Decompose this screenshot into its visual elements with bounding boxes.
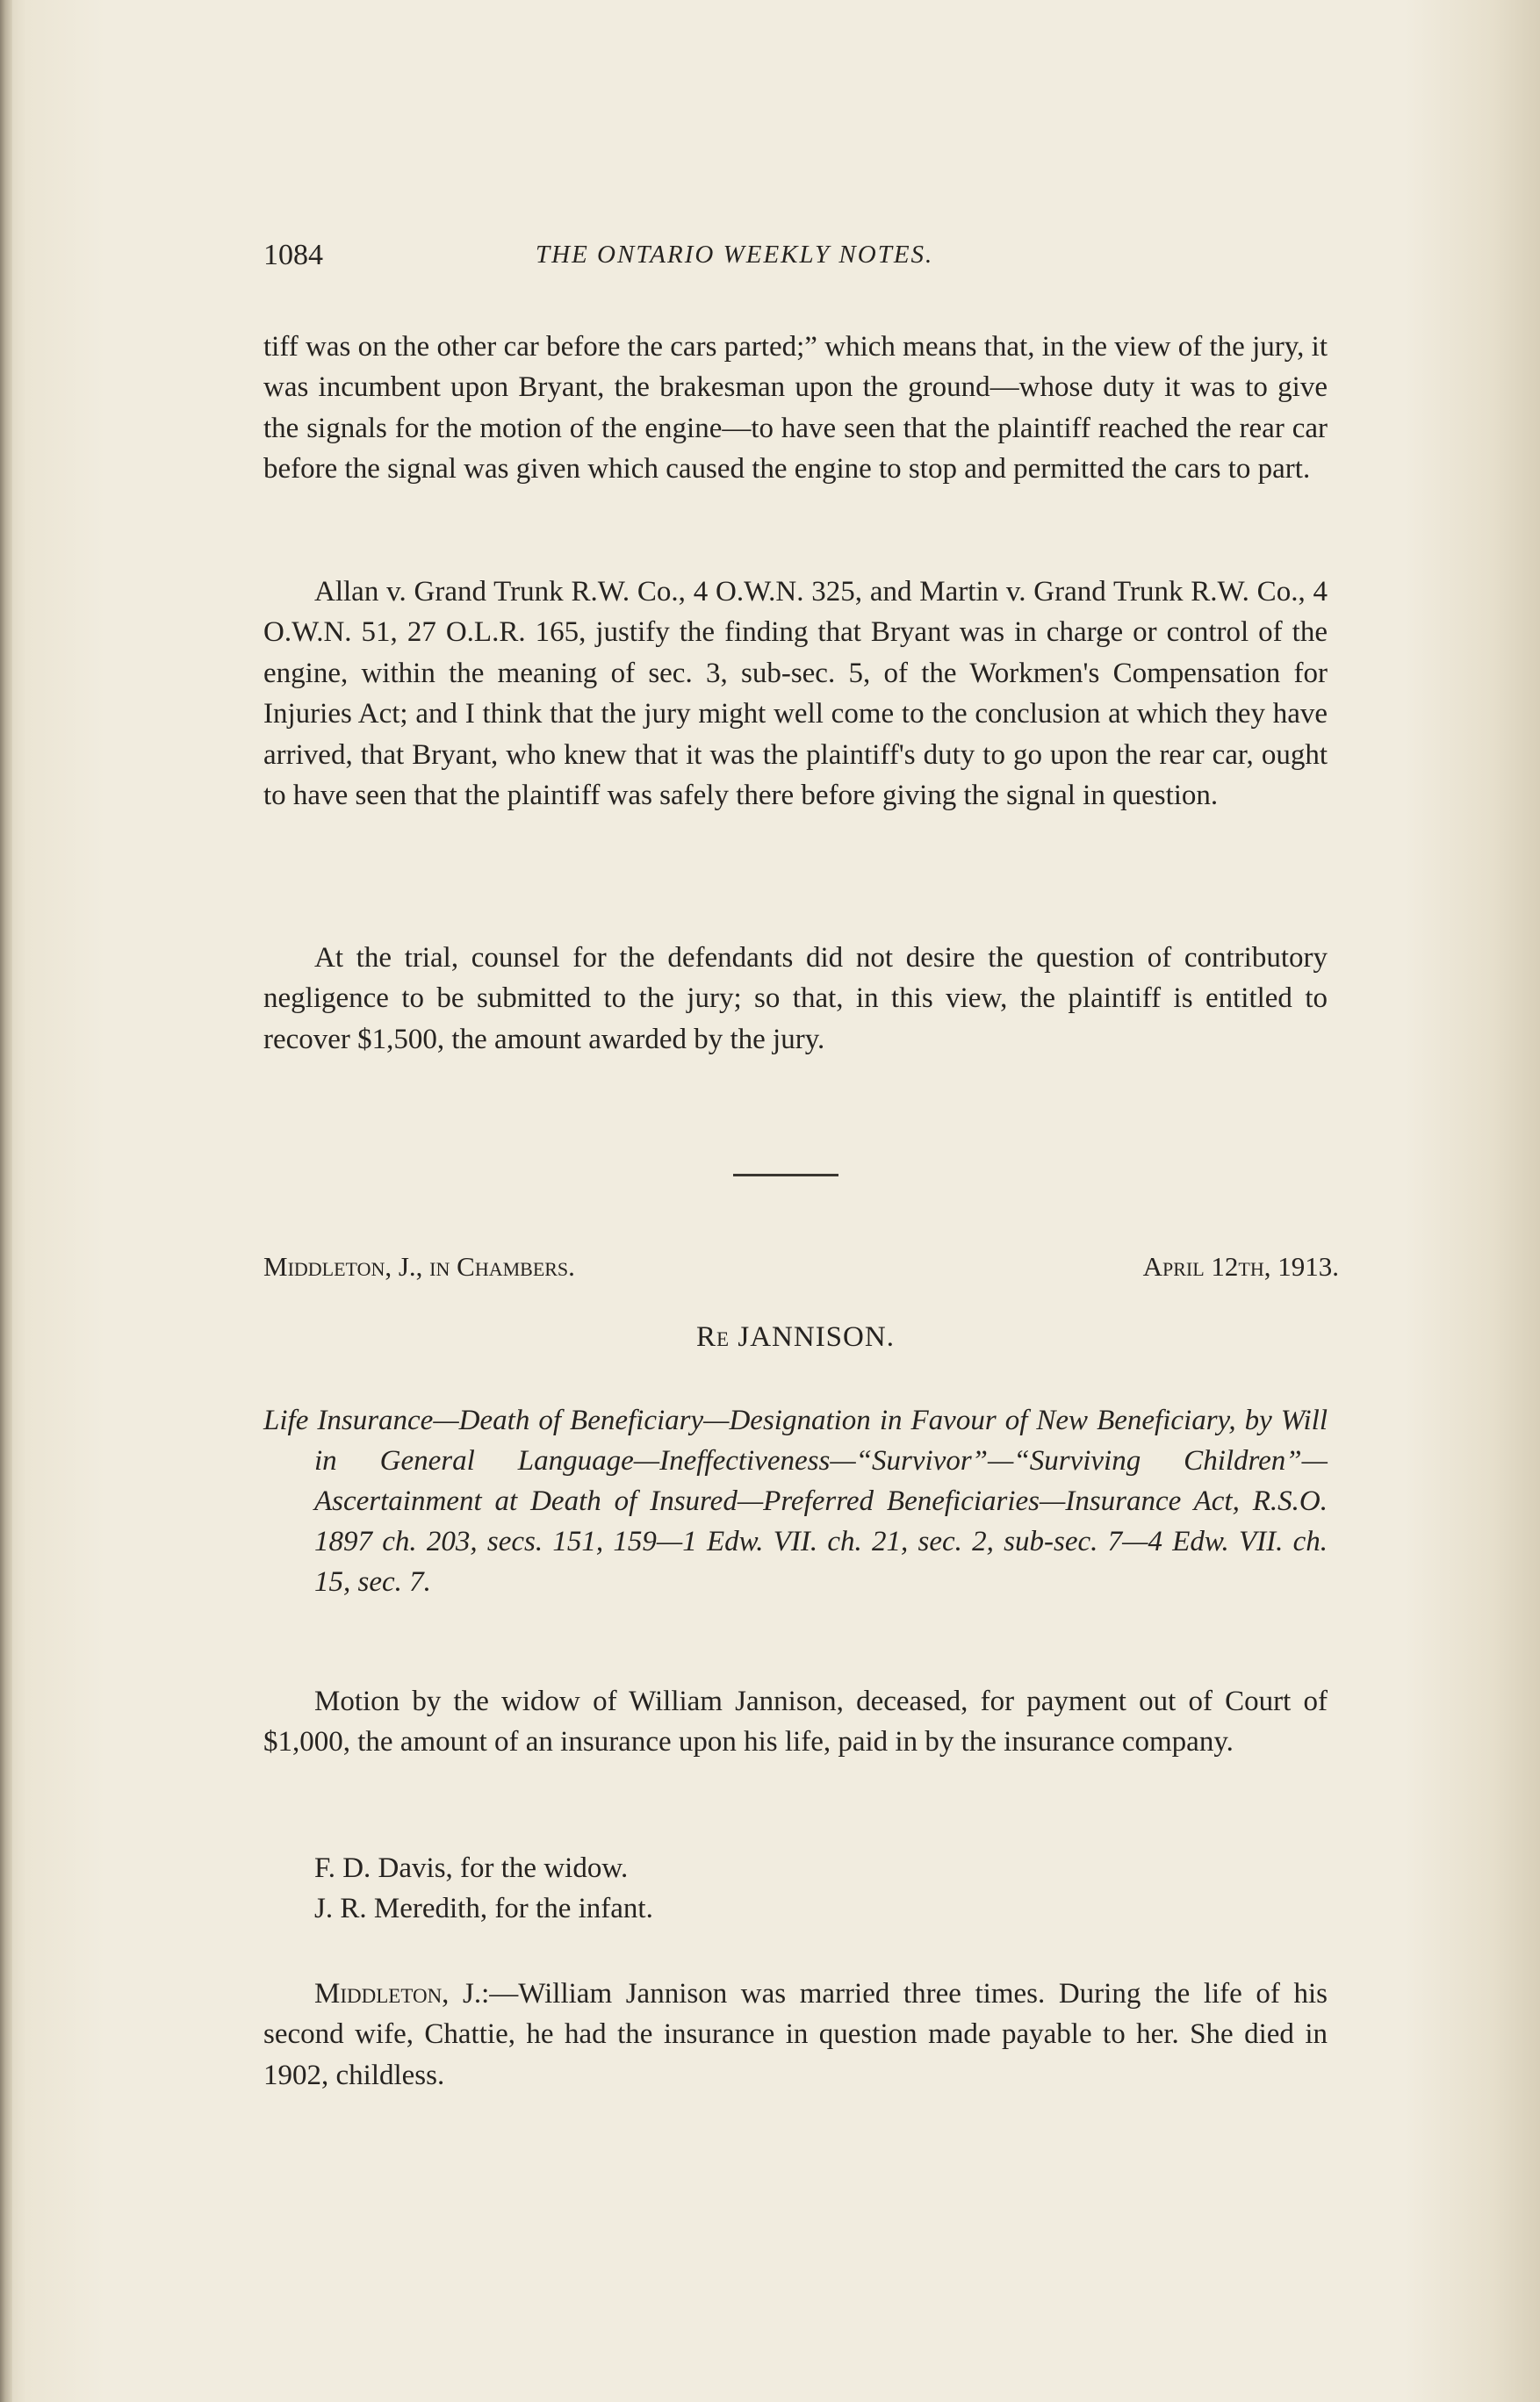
section-divider (733, 1174, 838, 1176)
judgment-judge-name: Middleton, J. (314, 1978, 482, 2010)
judgment-text: :—William Jannison was married three times. During the life of his second wife, Chattie, he had the insurance in question made payable to her. She died in 1902, childless. (263, 1978, 1328, 2091)
case-title-name: JANNISON. (738, 1321, 895, 1353)
page-header (263, 239, 1328, 283)
allan-paragraph-block (263, 572, 1328, 816)
continuation-paragraph: tiff was on the other car before the cars parted;” which means that, in the view of the jury, it was incumbent upon Bryant, the brakesman upon the ground—whose duty it was to give the signals for the motion of the engine—to have seen that the plaintiff reached the rear car before the signal was given which caused the engine to stop and permitted the cars to part. (263, 331, 1328, 485)
counsel-widow: F. D. Davis, for the widow. (314, 1852, 629, 1884)
judgment-paragraph-block (263, 1974, 1328, 2096)
continuation-paragraph-block (263, 327, 1328, 490)
page-number: 1084 (263, 239, 323, 271)
judgment-paragraph (263, 1974, 1328, 2096)
counsel-infant: J. R. Meredith, for the infant. (314, 1893, 653, 1924)
running-title: THE ONTARIO WEEKLY NOTES. (536, 241, 934, 269)
judge-chambers-line: Middleton, J., in Chambers. (263, 1251, 575, 1282)
page-spine-shadow (0, 0, 12, 2402)
decision-date: April 12th, 1913. (1142, 1251, 1339, 1282)
trial-paragraph-block (263, 938, 1328, 1060)
case-title (263, 1321, 1328, 1354)
trial-paragraph: At the trial, counsel for the defendants did not desire the question of contributory negligence to be submitted to the jury; so that, in this view, the plaintiff is entitled to recover $1,500, the amount awarded by the jury. (263, 942, 1328, 1055)
motion-paragraph-block (263, 1681, 1328, 1763)
headnote: Life Insurance—Death of Beneficiary—Designation in Favour of New Beneficiary, by Will in General Language—Ineffectiveness—“Survivor”—“Surviving Children”—Ascertainment at Death of Insured—Preferred Beneficiaries—Insurance Act, R.S.O. 1897 ch. 203, secs. 151, 159—1 Edw. VII. ch. 21, sec. 2, sub-sec. 7—4 Edw. VII. ch. 15, sec. 7. (263, 1405, 1328, 1598)
case-title-prefix: Re (696, 1321, 730, 1353)
case-meta-line (263, 1251, 1339, 1291)
allan-paragraph: Allan v. Grand Trunk R.W. Co., 4 O.W.N. 325, and Martin v. Grand Trunk R.W. Co., 4 O.W.N. 51, 27 O.L.R. 165, justify the finding that Bryant was in charge or control of the engine, within the meaning of sec. 3, sub-sec. 5, of the Workmen's Compensation for Injuries Act; and I think that the jury might well come to the conclusion at which they have arrived, that Bryant, who knew that it was the plaintiff's duty to go upon the rear car, ought to have seen that the plaintiff was safely there before giving the signal in question. (263, 576, 1328, 812)
motion-paragraph: Motion by the widow of William Jannison, deceased, for payment out of Court of $1,000, the amount of an insurance upon his life, paid in by the insurance company. (263, 1686, 1328, 1758)
